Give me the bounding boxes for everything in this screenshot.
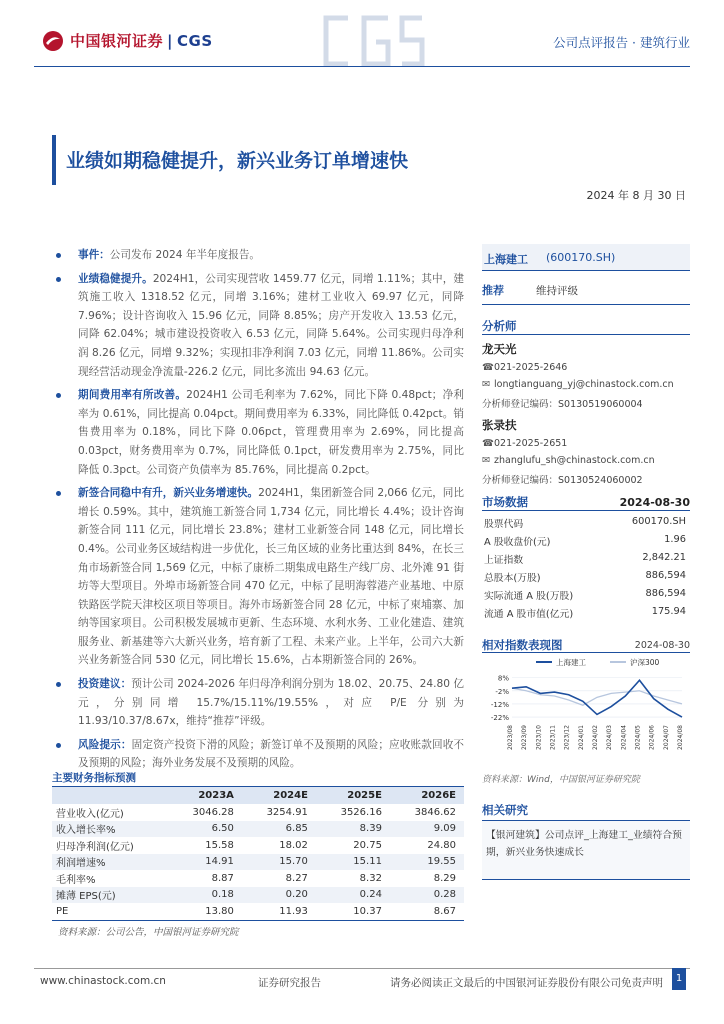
market-row: 总股本(万股) 886,594 — [484, 570, 686, 584]
bullet-risks: 风险提示：固定资产投资下滑的风险；新签订单不及预期的风险；应收账款回收不及预期的风险；海外业务发展不及预期的风险。 — [52, 736, 464, 773]
table-row: 摊薄 EPS(元) 0.18 0.20 0.24 0.28 — [52, 887, 464, 904]
chart-legend-label: 上海建工 — [556, 658, 586, 667]
brand-name: 中国银河证券 | CGS — [70, 32, 213, 50]
chart-source: 资料来源：Wind，中国银河证券研究院 — [482, 775, 640, 785]
chart-xtick-label: 2024/01 — [577, 725, 585, 750]
table-row: 营业收入(亿元) 3046.28 3254.91 3526.16 3846.62 — [56, 806, 456, 820]
divider — [482, 510, 690, 511]
related-research-title: 相关研究 — [482, 803, 528, 817]
bullet-investment: 投资建议：预计公司 2024-2026 年归母净利润分别为 18.02、20.75、24.80 亿元，分别同增 15.7%/15.11%/19.55%，对应 P/E 分别为 11.93/10.37/8.67x，维持“推荐”评级。 — [52, 675, 464, 731]
summary-bullets — [52, 246, 464, 778]
chart-xtick-label: 2024/07 — [662, 725, 670, 750]
analyst-name: 张录扶 — [482, 418, 517, 432]
bullet-dot-icon — [56, 491, 61, 496]
analyst-cert: 分析师登记编码：S0130519060004 — [482, 399, 643, 410]
analyst-name: 龙天光 — [482, 342, 517, 356]
table-row: PE 13.80 11.93 10.37 8.67 — [52, 903, 464, 920]
table-header-cell — [52, 787, 168, 805]
table-header-cell: 2024E — [242, 787, 316, 805]
chart-ytick-label: -12% — [490, 700, 509, 709]
forecast-table-title: 主要财务指标预测 — [52, 772, 136, 784]
stock-name: 上海建工 — [484, 253, 528, 266]
table-header-cell: 2023A — [168, 787, 242, 805]
table-row: 毛利率% 8.87 8.27 8.32 8.29 — [56, 872, 456, 886]
table-header-cell: 2026E — [390, 787, 464, 805]
chart-title: 相对指数表现图 — [482, 638, 563, 652]
chart-xtick-label: 2023/11 — [549, 725, 557, 750]
chart-xtick-label: 2024/03 — [606, 725, 614, 750]
stock-box — [482, 244, 690, 271]
chart-ytick-label: -2% — [495, 687, 509, 696]
market-row: 上证指数 2,842.21 — [484, 552, 686, 566]
bullet-contracts: 新签合同稳中有升，新兴业务增速快。2024H1，集团新签合同 2,066 亿元，同比增长 0.59%。其中，建筑施工新签合同 1,734 亿元，同比增长 4.4%；设计咨询新签合同 111 亿元，同比增长 23.8%；建材工业新签合同 148 亿元，同比增长 0.4%。公司业务区域结构进一步优化，长三角区域的业务比重达到 84%，在长三角市场新签合同 1,569 亿元，中标了康桥二期集成电路生产线厂房、北外滩 91 街坊等大型项目。外埠市场新签合同 470 亿元，中标了昆明海蓉港产业基地、中原铁路医学院天津校区项目等项目。海外市场新签合同 28 亿元，中标了柬埔寨、加纳等国家项目。公司积极发展城市更新、生态环境、水利水务、工业化建造、建筑服务业、新基建等六大新兴业务，培育新了工程、未来产业。上半年，公司六大新兴业务新签合同 530 亿元，同比增长 15.6%，占本期新签合同的 26%。 — [52, 484, 464, 670]
chart-xtick-label: 2023/08 — [507, 725, 514, 750]
header-divider — [34, 66, 690, 67]
stock-code: (600170.SH) — [546, 251, 616, 264]
analyst-phone: ☎021-2025-2651 — [482, 438, 568, 449]
analyst-cert: 分析师登记编码：S0130524060002 — [482, 475, 643, 486]
bullet-dot-icon — [56, 393, 61, 398]
bullet-dot-icon — [56, 682, 61, 687]
rating-label: 推荐 — [482, 284, 504, 297]
chart-xtick-label: 2024/05 — [634, 725, 642, 750]
bullet-dot-icon — [56, 253, 61, 258]
chart-ytick-label: 8% — [497, 674, 509, 683]
market-row: A 股收盘价(元) 1.96 — [484, 534, 686, 548]
table-row: 收入增长率% 6.50 6.85 8.39 9.09 — [52, 821, 464, 838]
phone-icon: ☎ — [482, 438, 494, 449]
related-research-link[interactable]: 【银河建筑】公司点评_上海建工_业绩符合预期，新兴业务快速成长 — [486, 830, 682, 858]
analyst-email: ✉ zhanglufu_sh@chinastock.com.cn — [482, 455, 655, 466]
market-row: 流通 A 股市值(亿元) 175.94 — [484, 606, 686, 620]
table-header-row — [52, 787, 464, 805]
market-section-title: 市场数据 — [482, 495, 528, 509]
analyst-section-title: 分析师 — [482, 319, 517, 333]
bullet-expenses: 期间费用率有所改善。2024H1 公司毛利率为 7.62%，同比下降 0.48pct；净利率为 0.61%，同比提高 0.04pct。期间费用率为 6.33%，同比降低 0.42pct。销售费用率为 0.18%，同比下降 0.06pct，管理费用率为 2.69%，同比提高 0.03pct，财务费用率为 0.7%，同比降低 0.1pct，研发费用率为 2.75%，同比降低 0.3pct。公司资产负债率为 85.76%，同比提高 0.2pct。 — [52, 386, 464, 479]
brand-logo-icon — [42, 30, 64, 52]
phone-icon: ☎ — [482, 362, 494, 373]
market-date: 2024-08-30 — [619, 496, 690, 509]
chart-xtick-label: 2024/08 — [677, 725, 684, 750]
chart-xtick-label: 2024/06 — [648, 725, 656, 750]
bullet-dot-icon — [56, 277, 61, 282]
bullet-event: 事件：公司发布 2024 年半年度报告。 — [52, 246, 464, 265]
chart-legend-label: 沪深300 — [630, 658, 660, 667]
bullet-dot-icon — [56, 743, 61, 748]
chart-xtick-label: 2023/10 — [535, 725, 543, 750]
chart-series-line — [512, 680, 682, 717]
chart-date: 2024-08-30 — [634, 640, 690, 651]
footer-divider — [34, 968, 690, 969]
chart-ytick-label: -22% — [490, 714, 509, 723]
analyst-email: ✉ longtianguang_yj@chinastock.com.cn — [482, 379, 674, 390]
title-accent-bar — [52, 135, 56, 185]
table-header-cell: 2025E — [316, 787, 390, 805]
report-type: 公司点评报告 · 建筑行业 — [553, 35, 690, 50]
table-row: 归母净利润(亿元) 15.58 18.02 20.75 24.80 — [56, 839, 456, 853]
chart-xtick-label: 2024/02 — [592, 725, 599, 750]
relative-index-chart — [482, 653, 690, 763]
divider — [482, 304, 690, 305]
page-number: 1 — [672, 968, 686, 990]
footer-website[interactable]: www.chinastock.com.cn — [40, 975, 166, 987]
mail-icon: ✉ — [482, 455, 490, 466]
footer-report-label: 证券研究报告 — [258, 977, 321, 989]
bullet-performance: 业绩稳健提升。2024H1，公司实现营收 1459.77 亿元，同增 1.11%；其中，建筑施工收入 1318.52 亿元，同增 3.16%；建材工业收入 69.97 亿元，同降 7.96%；设计咨询收入 15.96 亿元，同降 8.85%；房产开发收入 13.53 亿元，同降 62.04%；城市建设投资收入 6.53 亿元，同降 5.64%。公司实现归母净利润 8.26 亿元，同增 9.32%；实现扣非净利润 7.03 亿元，同增 11.86%。公司实现经营活动现金净流量-226.2 亿元，同比多流出 94.63 亿元。 — [52, 270, 464, 382]
divider — [482, 334, 690, 335]
chart-xtick-label: 2023/09 — [521, 725, 529, 750]
cgs-watermark-icon — [318, 10, 428, 72]
forecast-table — [52, 786, 464, 921]
mail-icon: ✉ — [482, 379, 490, 390]
market-row: 实际流通 A 股(万股) 886,594 — [484, 588, 686, 602]
table-row: 利润增速% 14.91 15.70 15.11 19.55 — [52, 854, 464, 871]
market-row: 股票代码 600170.SH — [484, 516, 686, 530]
analyst-phone: ☎021-2025-2646 — [482, 362, 568, 373]
rating-value: 维持评级 — [536, 285, 578, 297]
related-research-box — [482, 820, 690, 880]
report-date: 2024 年 8 月 30 日 — [586, 189, 686, 202]
forecast-source: 资料来源：公司公告，中国银河证券研究院 — [58, 927, 239, 938]
footer-disclaimer: 请务必阅读正文最后的中国银河证券股份有限公司免责声明 — [390, 977, 663, 989]
chart-xtick-label: 2023/12 — [563, 725, 571, 750]
chart-xtick-label: 2024/04 — [620, 725, 628, 750]
report-title: 业绩如期稳健提升，新兴业务订单增速快 — [66, 150, 409, 172]
